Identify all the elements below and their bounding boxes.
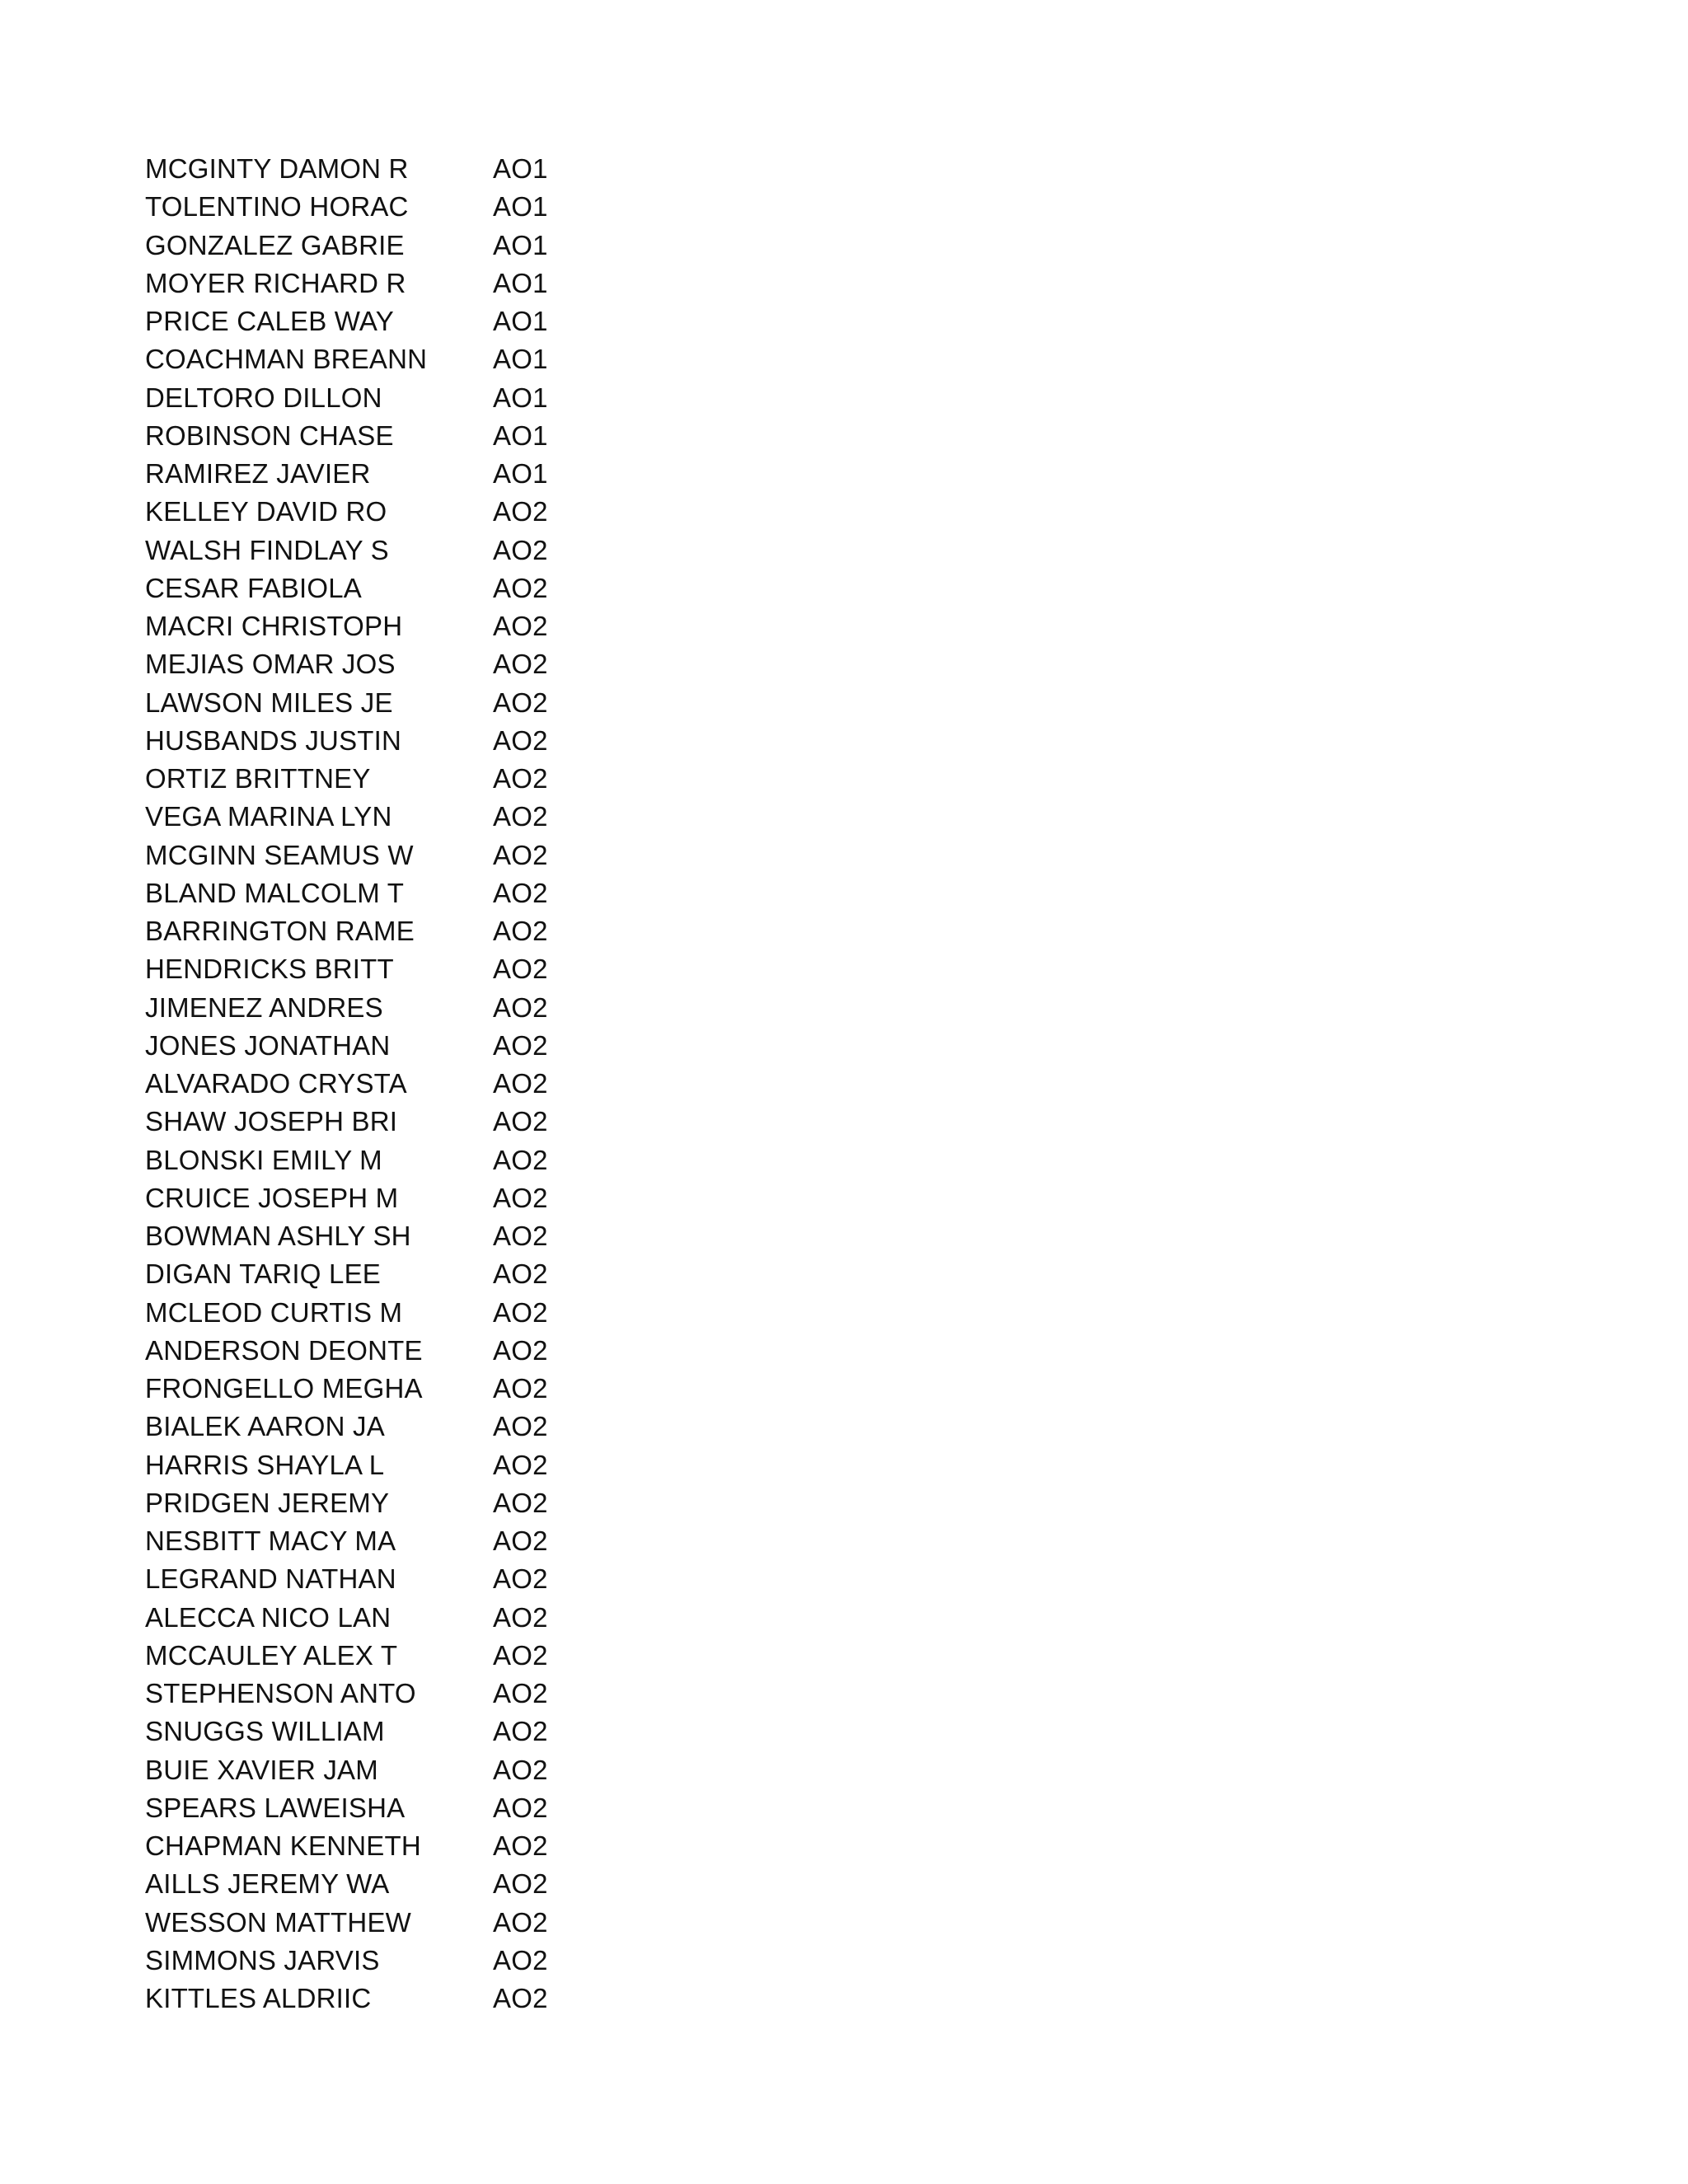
list-item <box>145 227 548 265</box>
person-name: CRUICE JOSEPH M <box>145 1182 399 1213</box>
person-name: WESSON MATTHEW <box>145 1906 412 1938</box>
list-item <box>145 1789 548 1827</box>
grade-code: AO2 <box>493 1601 548 1633</box>
person-name: HARRIS SHAYLA L <box>145 1449 385 1480</box>
person-name: JIMENEZ ANDRES <box>145 991 383 1023</box>
grade-code: AO2 <box>493 649 548 680</box>
list-item <box>145 302 548 340</box>
list-item <box>145 1560 548 1598</box>
person-name: SPEARS LAWEISHA <box>145 1792 406 1823</box>
grade-code: AO1 <box>493 344 548 375</box>
list-item <box>145 1980 548 2018</box>
list-item <box>145 340 548 378</box>
list-item <box>145 1217 548 1255</box>
person-name: SHAW JOSEPH BRI <box>145 1106 398 1137</box>
list-item <box>145 1332 548 1370</box>
person-name: BUIE XAVIER JAM <box>145 1754 378 1785</box>
person-name: WALSH FINDLAY S <box>145 534 389 565</box>
grade-code: AO1 <box>493 382 548 413</box>
grade-code: AO2 <box>493 1868 548 1900</box>
person-name: ANDERSON DEONTE <box>145 1334 423 1366</box>
person-name: PRICE CALEB WAY <box>145 306 394 337</box>
grade-code: AO2 <box>493 954 548 985</box>
list-item <box>145 1294 548 1332</box>
list-item <box>145 1370 548 1408</box>
list-item <box>145 684 548 722</box>
person-name: CESAR FABIOLA <box>145 572 363 603</box>
grade-code: AO2 <box>493 1639 548 1671</box>
person-name: AILLS JEREMY WA <box>145 1868 390 1900</box>
grade-code: AO2 <box>493 687 548 718</box>
grade-code: AO2 <box>493 1258 548 1290</box>
grade-code: AO2 <box>493 991 548 1023</box>
grade-code: AO1 <box>493 458 548 490</box>
grade-code: AO1 <box>493 419 548 451</box>
grade-code: AO2 <box>493 724 548 756</box>
grade-code: AO2 <box>493 801 548 832</box>
person-name: DIGAN TARIQ LEE <box>145 1258 382 1290</box>
list-item <box>145 1942 548 1980</box>
person-name: PRIDGEN JEREMY <box>145 1487 390 1518</box>
person-name: ALVARADO CRYSTA <box>145 1068 407 1099</box>
list-item <box>145 188 548 226</box>
grade-code: AO1 <box>493 229 548 260</box>
person-name: JONES JONATHAN <box>145 1029 391 1061</box>
list-item <box>145 798 548 836</box>
list-item <box>145 532 548 569</box>
grade-code: AO2 <box>493 534 548 565</box>
person-name: FRONGELLO MEGHA <box>145 1373 423 1404</box>
list-item <box>145 1484 548 1522</box>
grade-code: AO1 <box>493 267 548 298</box>
person-name: SIMMONS JARVIS <box>145 1944 380 1975</box>
grade-code: AO2 <box>493 496 548 527</box>
list-item <box>145 1522 548 1560</box>
grade-code: AO2 <box>493 916 548 947</box>
grade-code: AO2 <box>493 1068 548 1099</box>
grade-code: AO2 <box>493 1526 548 1557</box>
list-item <box>145 1179 548 1217</box>
person-name: BOWMAN ASHLY SH <box>145 1221 411 1252</box>
grade-code: AO2 <box>493 1716 548 1747</box>
person-name: MOYER RICHARD R <box>145 267 406 298</box>
person-name: KITTLES ALDRIIC <box>145 1983 372 2014</box>
roster-list <box>145 150 548 2018</box>
grade-code: AO2 <box>493 839 548 870</box>
grade-code: AO2 <box>493 1906 548 1938</box>
grade-code: AO2 <box>493 1373 548 1404</box>
list-item <box>145 379 548 417</box>
person-name: MCLEOD CURTIS M <box>145 1296 403 1328</box>
list-item <box>145 837 548 874</box>
grade-code: AO1 <box>493 153 548 185</box>
list-item <box>145 1904 548 1942</box>
list-item <box>145 1675 548 1713</box>
list-item <box>145 265 548 302</box>
grade-code: AO2 <box>493 1678 548 1709</box>
person-name: MCGINTY DAMON R <box>145 153 409 185</box>
person-name: RAMIREZ JAVIER <box>145 458 371 490</box>
person-name: MCCAULEY ALEX T <box>145 1639 398 1671</box>
list-item <box>145 417 548 455</box>
person-name: TOLENTINO HORAC <box>145 191 409 223</box>
grade-code: AO1 <box>493 191 548 223</box>
list-item <box>145 1408 548 1446</box>
list-item <box>145 874 548 912</box>
person-name: NESBITT MACY MA <box>145 1526 396 1557</box>
person-name: GONZALEZ GABRIE <box>145 229 405 260</box>
list-item <box>145 1827 548 1865</box>
list-item <box>145 722 548 760</box>
list-item <box>145 760 548 798</box>
person-name: BIALEK AARON JA <box>145 1411 385 1442</box>
list-item <box>145 150 548 188</box>
person-name: DELTORO DILLON <box>145 382 382 413</box>
person-name: CHAPMAN KENNETH <box>145 1830 421 1862</box>
grade-code: AO2 <box>493 1029 548 1061</box>
list-item <box>145 455 548 493</box>
person-name: MACRI CHRISTOPH <box>145 611 403 642</box>
person-name: VEGA MARINA LYN <box>145 801 392 832</box>
grade-code: AO2 <box>493 1221 548 1252</box>
person-name: MCGINN SEAMUS W <box>145 839 414 870</box>
person-name: LAWSON MILES JE <box>145 687 393 718</box>
grade-code: AO2 <box>493 572 548 603</box>
person-name: SNUGGS WILLIAM <box>145 1716 385 1747</box>
person-name: ALECCA NICO LAN <box>145 1601 392 1633</box>
grade-code: AO2 <box>493 1182 548 1213</box>
grade-code: AO2 <box>493 1754 548 1785</box>
list-item <box>145 1065 548 1103</box>
grade-code: AO2 <box>493 1449 548 1480</box>
grade-code: AO2 <box>493 763 548 794</box>
list-item <box>145 989 548 1027</box>
list-item <box>145 569 548 607</box>
list-item <box>145 1751 548 1789</box>
person-name: MEJIAS OMAR JOS <box>145 649 396 680</box>
grade-code: AO2 <box>493 1334 548 1366</box>
person-name: ORTIZ BRITTNEY <box>145 763 371 794</box>
list-item <box>145 493 548 531</box>
grade-code: AO2 <box>493 1563 548 1595</box>
grade-code: AO2 <box>493 1944 548 1975</box>
grade-code: AO2 <box>493 1792 548 1823</box>
grade-code: AO2 <box>493 877 548 908</box>
grade-code: AO2 <box>493 611 548 642</box>
person-name: LEGRAND NATHAN <box>145 1563 396 1595</box>
grade-code: AO1 <box>493 306 548 337</box>
person-name: COACHMAN BREANN <box>145 344 428 375</box>
grade-code: AO2 <box>493 1106 548 1137</box>
list-item <box>145 1713 548 1750</box>
list-item <box>145 1255 548 1293</box>
list-item <box>145 1865 548 1903</box>
person-name: HUSBANDS JUSTIN <box>145 724 402 756</box>
list-item <box>145 1637 548 1675</box>
grade-code: AO2 <box>493 1487 548 1518</box>
grade-code: AO2 <box>493 1144 548 1175</box>
person-name: BLONSKI EMILY M <box>145 1144 382 1175</box>
list-item <box>145 1103 548 1141</box>
person-name: HENDRICKS BRITT <box>145 954 394 985</box>
person-name: BLAND MALCOLM T <box>145 877 405 908</box>
grade-code: AO2 <box>493 1983 548 2014</box>
person-name: KELLEY DAVID RO <box>145 496 387 527</box>
list-item <box>145 1599 548 1637</box>
list-item <box>145 645 548 683</box>
list-item <box>145 912 548 950</box>
person-name: STEPHENSON ANTO <box>145 1678 416 1709</box>
list-item <box>145 1027 548 1065</box>
list-item <box>145 1141 548 1179</box>
person-name: ROBINSON CHASE <box>145 419 394 451</box>
grade-code: AO2 <box>493 1830 548 1862</box>
list-item <box>145 1446 548 1484</box>
person-name: BARRINGTON RAME <box>145 916 415 947</box>
list-item <box>145 950 548 988</box>
grade-code: AO2 <box>493 1296 548 1328</box>
list-item <box>145 607 548 645</box>
grade-code: AO2 <box>493 1411 548 1442</box>
